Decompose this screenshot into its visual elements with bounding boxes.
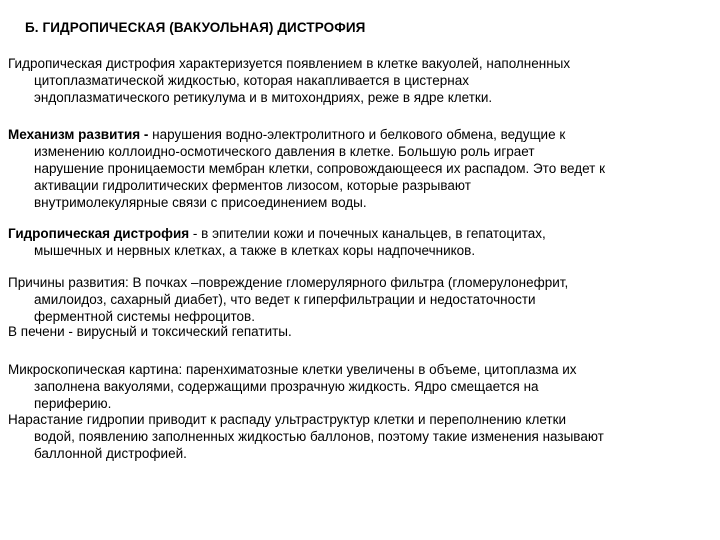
paragraph-balloon <box>8 411 714 462</box>
slide-title: Б. ГИДРОПИЧЕСКАЯ (ВАКУОЛЬНАЯ) ДИСТРОФИЯ <box>25 20 366 35</box>
paragraph-line: водой, появлению заполненных жидкостью баллонов, поэтому такие изменения называют <box>34 429 604 444</box>
paragraph-line: мышечных и нервных клетках, а также в клетках коры надпочечников. <box>34 243 476 258</box>
paragraph-line: активации гидролитических ферментов лизосом, которые разрывают <box>34 178 471 193</box>
paragraph-mechanism <box>8 126 714 211</box>
paragraph-line <box>8 225 714 242</box>
paragraph-line-text: - в эпителии кожи и почечных канальцев, в гепатоцитах, <box>189 226 546 241</box>
paragraph-line: В печени - вирусный и токсический гепатиты. <box>8 324 292 339</box>
paragraph-definition <box>8 55 714 106</box>
paragraph-line: изменению коллоидно-осмотического давления в клетке. Большую роль играет <box>34 144 535 159</box>
paragraph-lead: Механизм развития - <box>8 127 149 142</box>
paragraph-line: цитоплазматической жидкостью, которая накапливается в цистернах <box>34 73 469 88</box>
paragraph-liver <box>8 323 714 340</box>
paragraph-line: Причины развития: В почках –повреждение гломерулярного фильтра (гломерулонефрит, <box>8 275 569 290</box>
paragraph-localization <box>8 225 714 259</box>
paragraph-line <box>8 126 714 143</box>
paragraph-line: эндоплазматического ретикулума и в митохондриях, реже в ядре клетки. <box>34 90 493 105</box>
paragraph-line: периферию. <box>34 396 112 411</box>
paragraph-line: Микроскопическая картина: паренхиматозные клетки увеличены в объеме, цитоплазма их <box>8 362 577 377</box>
paragraph-line: Нарастание гидропии приводит к распаду ультраструктур клетки и переполнению клетки <box>8 412 567 427</box>
paragraph-causes <box>8 274 714 325</box>
paragraph-line: баллонной дистрофией. <box>34 446 187 461</box>
paragraph-lead: Гидропическая дистрофия <box>8 226 190 241</box>
paragraph-line-text: нарушения водно-электролитного и белкового обмена, ведущие к <box>148 127 566 142</box>
paragraph-line: заполнена вакуолями, содержащими прозрачную жидкость. Ядро смещается на <box>34 379 539 394</box>
paragraph-line: Гидропическая дистрофия характеризуется появлением в клетке вакуолей, наполненных <box>8 56 571 71</box>
paragraph-microscopy <box>8 361 714 412</box>
paragraph-line: внутримолекулярные связи с присоединением воды. <box>34 195 367 210</box>
paragraph-line: нарушение проницаемости мембран клетки, сопровождающееся их распадом. Это ведет к <box>34 161 605 176</box>
paragraph-line: ферментной системы нефроцитов. <box>34 309 255 324</box>
paragraph-line: амилоидоз, сахарный диабет), что ведет к гиперфильтрации и недостаточности <box>34 292 536 307</box>
